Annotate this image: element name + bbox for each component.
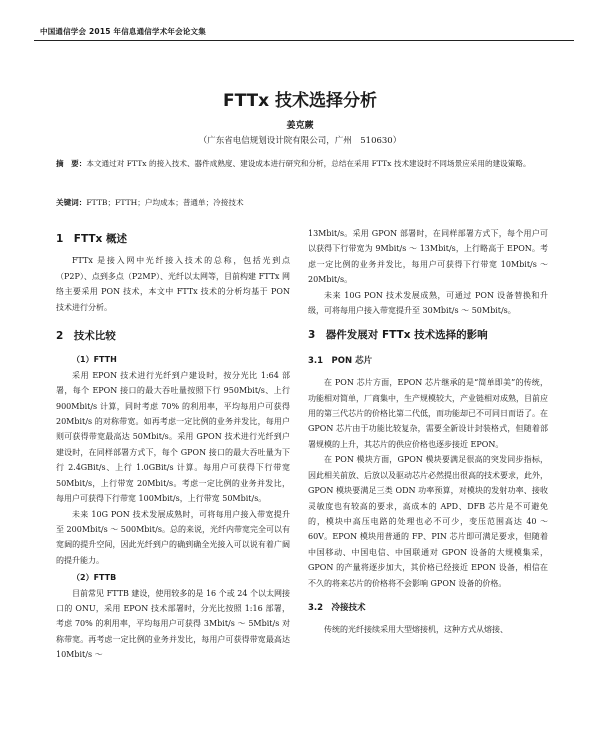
keywords — [56, 195, 566, 211]
left-column — [56, 232, 290, 663]
pon-chip-paragraph-2: 在 PON 模块方面，GPON 模块要满足很高的突发同步指标，因此相关前放、后放以及驱动芯片必然提出很高的技术要求，此外，GPON 模块要满足三类 ODN 功率预算，对模块的发射功率、接收灵敏度也有较高的要求，高成本的 APD、DFB 芯片是不可避免的，模块中高压电路的处理也必不可少，变压范围高达 40 ～ 60V。EPON 模块用普通的 FP、PIN 芯片即可满足要求，但随着中国移动、中国电信、中国联通对 GPON 设备的大规模集采，GPON 的产量将逐步加大，其价格已经接近 EPON 设备，相信在不久的将来芯片的价格将不会影响 GPON 设备的价格。 — [308, 455, 548, 588]
affiliation: （广东省电信规划设计院有限公司，广州 510630） — [198, 136, 402, 146]
article-title: FTTx 技术选择分析 — [222, 91, 378, 111]
keywords-text: FTTB；FTTH；户均成本；普通单；冷接技术 — [86, 198, 244, 207]
header-rule — [34, 40, 574, 41]
author: 姜克蕨 — [286, 121, 314, 131]
subsection-3-1-heading: 3.1 PON 芯片 — [308, 355, 373, 366]
right-column — [308, 226, 548, 638]
fttb-paragraph: 目前常见 FTTB 建设，使用较多的是 16 个或 24 个以太网接口的 ONU，采用 EPON 技术部署时，分光比按照 1:16 部署，考虑 70% 的利用率，平均每用户可获得 3Mbit/s ～ 5Mbit/s 对称带宽。再考虑一定比例的业务并发比，每用户可获得带宽最高达 10Mbit/s ～ — [56, 588, 290, 660]
ftth-paragraph-2: 未来 10G PON 技术发展成熟时，可将每用户接入带宽提升至 200Mbit/s ～ 500Mbit/s。总的来说，光纤内带宽完全可以有宽阔的提升空间，因此光纤到户的确到确全光接入可以说有着广阔的提升能力。 — [56, 509, 290, 565]
subsection-3-2-heading: 3.2 冷接技术 — [308, 602, 366, 613]
running-head: 中国通信学会 2015 年信息通信学术年会论文集 — [40, 27, 206, 36]
abstract — [56, 156, 566, 172]
pon-chip-paragraph-1: 在 PON 芯片方面，EPON 芯片继承的是“简单即美”的传统，功能相对简单，厂商集中，生产规模较大，产业链相对成熟，目前应用的第三代芯片的价格比第二代低，而功能却已不可同日而语了。在 GPON 芯片由于功能比较复杂，需要全新设计封装格式，但随着部署规模的上升，其芯片的供应价格也逐步接近 EPON。 — [308, 378, 548, 449]
section-2-heading: 2 技术比较 — [56, 330, 116, 343]
section-1-heading: 1 FTTx 概述 — [56, 233, 127, 245]
section-3-heading: 3 器件发展对 FTTx 技术选择的影响 — [308, 329, 488, 342]
future-10g-paragraph: 未来 10G PON 技术发展成熟，可通过 PON 设备替换和升级，可将每用户接入带宽提升至 30Mbit/s ～ 50Mbit/s。 — [308, 290, 548, 316]
cold-splice-paragraph: 传统的光纤接续采用大型熔接机，这种方式从熔接、 — [324, 625, 508, 635]
subsection-fttb-heading: （2）FTTB — [72, 573, 117, 583]
abstract-text: 本文通过对 FTTx 的接入技术、器件成熟度、建设成本进行研究和分析，总结在采用 FTTx 技术建设时不同场景应采用的建设策略。 — [86, 159, 531, 168]
section-1-paragraph: FTTx 是接入网中光纤接入技术的总称，包括光到点（P2P）、点到多点（P2MP）、光纤以太网等，目前构建 FTTx 网络主要采用 PON 技术，本文中 FTTx 技术的分析均基于 PON 技术进行分析。 — [56, 256, 290, 312]
subsection-ftth-heading: （1）FTTH — [72, 355, 117, 365]
ftth-paragraph-1: 采用 EPON 技术进行光纤到户建设时，按分光比 1:64 部署，每个 EPON 接口的最大吞吐量按照下行 950Mbit/s、上行 900Mbit/s 计算，同时考虑 70% 的利用率，平均每用户可获得 20Mbit/s 的对称带宽。如再考虑一定比例的业务并发比，每用户则可获得带宽最高达 50Mbit/s。采用 GPON 技术进行光纤到户建设时，在同样部署方式下，每个 GPON 接口的最大吞吐量为下行 2.4GBit/s、上行 1.0GBit/s 计算。每用户可获得下行带宽 50Mbit/s，上行带宽 20Mbit/s。考虑一定比例的业务并发比，每用户可获得下行带宽 100Mbit/s，上行带宽 50Mbit/s。 — [56, 370, 290, 504]
abstract-label: 摘 要： — [56, 159, 87, 168]
fttb-paragraph-continued: 13Mbit/s。采用 GPON 部署时，在同样部署方式下，每个用户可以获得下行带宽为 9Mbit/s ～ 13Mbit/s，上行略高于 EPON。考虑一定比例的业务并发比，每用户可获得下行带宽 10Mbit/s ～ 20Mbit/s。 — [308, 229, 548, 285]
keywords-label: 关键词： — [56, 198, 87, 207]
